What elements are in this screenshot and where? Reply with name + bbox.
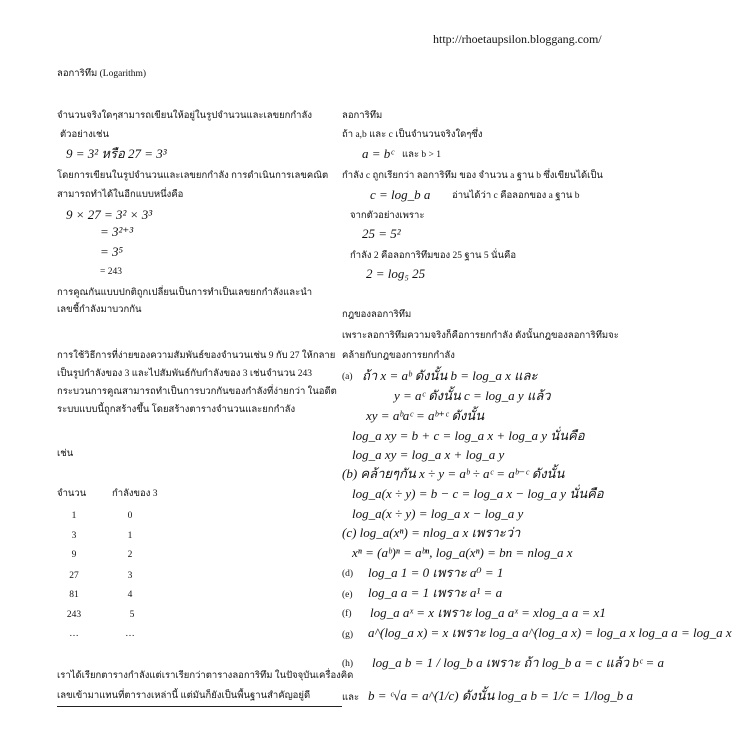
rules-heading: กฎของลอการิทึม bbox=[342, 310, 412, 320]
closing-line-2: เลขเข้ามาแทนที่ตารางเหล่านี้ แต่มันก็ยังเป็นพื้นฐานสำคัญอยู่ดี bbox=[57, 691, 311, 701]
definition-line-2: กำลัง c ถูกเรียกว่า ลอการิทึม ของ จำนวน a ฐาน b ซึ่งเขียนได้เป็น bbox=[342, 171, 603, 181]
multiplication-equation: 9 × 27 = 3² × 3³ bbox=[66, 207, 153, 222]
example-log-equation: 2 = log₅ 25 bbox=[366, 266, 426, 281]
paragraph-4-line-4: ระบบแบบนี้ถูกสร้างขึ้น โดยสร้างตารางจำนวนและยกกำลัง bbox=[57, 405, 296, 415]
intro-line-1: จำนวนจริงใดๆสามารถเขียนให้อยู่ในรูปจำนวนและเลขยกกำลัง bbox=[57, 111, 312, 121]
table-row-number: 9 bbox=[71, 550, 77, 560]
rule-e: log_a a = 1 เพราะ a¹ = a bbox=[368, 585, 503, 600]
bottom-rule bbox=[57, 706, 342, 707]
rule-a-line-3: xy = aᵇaᶜ = aᵇ⁺ᶜ ดังนั้น bbox=[366, 408, 485, 423]
table-row-power: 3 bbox=[127, 571, 133, 581]
paragraph-4-line-2: เป็นรูปกำลังของ 3 และไปสัมพันธ์กับกำลังของ 3 เช่นจำนวน 243 bbox=[57, 369, 312, 379]
table-row-number: 81 bbox=[69, 590, 79, 600]
intro-line-2: ตัวอย่างเช่น bbox=[60, 130, 109, 140]
table-row-power: 1 bbox=[127, 531, 133, 541]
table-row-number: 27 bbox=[69, 571, 79, 581]
rule-b-line-2: log_a(x ÷ y) = b − c = log_a x − log_a y นั่นคือ bbox=[352, 486, 604, 501]
rule-b-result: log_a(x ÷ y) = log_a x − log_a y bbox=[352, 506, 524, 521]
definition-heading: ลอการิทึม bbox=[342, 111, 383, 121]
rule-g: a^(log_a x) = x เพราะ log_a a^(log_a x) = log_a x log_a a = log_a x bbox=[368, 625, 732, 640]
rule-b-line-1: (b) คล้ายๆกัน x ÷ y = aᵇ ÷ aᶜ = aᵇ⁻ᶜ ดังนั้น bbox=[342, 466, 565, 481]
paragraph-3-line-1: การคูณกันแบบปกติถูกเปลี่ยนเป็นการทำเป็นเลขยกกำลังและนำ bbox=[57, 288, 313, 298]
table-row-number: 1 bbox=[71, 511, 77, 521]
rule-a-result: log_a xy = log_a x + log_a y bbox=[352, 447, 505, 462]
rule-h-label: (h) bbox=[342, 659, 354, 669]
table-row-number: … bbox=[69, 629, 79, 639]
result-step: = 243 bbox=[100, 267, 122, 277]
and-label: และ bbox=[342, 693, 360, 703]
rule-a-line-2: y = aᶜ ดังนั้น c = log_a y แล้ว bbox=[394, 388, 551, 403]
rule-c-line-1: (c) log_a(xⁿ) = nlog_a x เพราะว่า bbox=[342, 525, 521, 540]
table-row-power: 5 bbox=[129, 610, 135, 620]
example-equation: 9 = 3² หรือ 27 = 3³ bbox=[66, 146, 167, 161]
paragraph-2-line-2: สามารถทำได้ในอีกแบบหนึ่งคือ bbox=[57, 190, 184, 200]
definition-line-1: ถ้า a,b และ c เป็นจำนวนจริงใดๆซึ่ง bbox=[342, 130, 483, 140]
source-url[interactable]: http://rhoetaupsilon.bloggang.com/ bbox=[433, 32, 602, 46]
definition-condition: และ b > 1 bbox=[402, 150, 442, 160]
table-row-number: 3 bbox=[71, 531, 77, 541]
power-step: = 3⁵ bbox=[100, 244, 124, 259]
paragraph-4-line-1: การใช้วิธีการที่ง่ายของความสัมพันธ์ของจำนวนเช่น 9 กับ 27 ให้กลาย bbox=[57, 351, 336, 361]
rules-intro-line-2: คล้ายกับกฎของการยกกำลัง bbox=[342, 351, 455, 361]
example-power-equation: 25 = 5² bbox=[362, 226, 401, 241]
example-label: เช่น bbox=[57, 449, 74, 459]
table-row-power: 4 bbox=[127, 590, 133, 600]
table-row-power: 0 bbox=[127, 511, 133, 521]
example-intro: จากตัวอย่างเพราะ bbox=[350, 211, 425, 221]
table-row-power: 2 bbox=[127, 550, 133, 560]
rule-g-label: (g) bbox=[342, 630, 354, 640]
definition-equation: a = bᶜ bbox=[362, 146, 394, 161]
table-row-number: 243 bbox=[66, 610, 82, 620]
rule-a-label: (a) bbox=[342, 372, 353, 382]
table-header-power: กำลังของ 3 bbox=[112, 489, 158, 499]
paragraph-3-line-2: เลขชี้กำลังมาบวกกัน bbox=[57, 305, 142, 315]
example-text: กำลัง 2 คือลอการิทึมของ 25 ฐาน 5 นั่นคือ bbox=[350, 251, 517, 261]
rule-h: log_a b = 1 / log_b a เพราะ ถ้า log_b a = c แล้ว bᶜ = a bbox=[372, 655, 665, 670]
closing-line-1: เราได้เรียกตารางกำลังแต่เราเรียกว่าตารางลอการิทึม ในปัจจุบันเครื่องคิด bbox=[57, 671, 354, 681]
log-definition-equation: c = log_b a bbox=[370, 187, 431, 202]
paragraph-2-line-1: โดยการเขียนในรูปจำนวนและเลขยกกำลัง การดำเนินการเลขคณิต bbox=[57, 171, 329, 181]
rule-f: log_a aˣ = x เพราะ log_a aˣ = xlog_a a = x1 bbox=[370, 605, 606, 620]
paragraph-4-line-3: กระบวนการคูณสามารถทำเป็นการบวกกันของกำลังที่ง่ายกว่า ในอดีต bbox=[57, 387, 337, 397]
rule-h-final: b = ᶜ√a = a^(1/c) ดังนั้น log_a b = 1/c = 1/log_b a bbox=[368, 688, 633, 703]
rule-a-line-1: ถ้า x = aᵇ ดังนั้น b = log_a x และ bbox=[362, 368, 538, 383]
rule-e-label: (e) bbox=[342, 590, 353, 600]
rule-d-label: (d) bbox=[342, 569, 354, 579]
table-row-power: … bbox=[125, 629, 135, 639]
rules-intro-line-1: เพราะลอการิทึมความจริงก็คือการยกกำลัง ดังนั้นกฎของลอการิทึมจะ bbox=[342, 331, 619, 341]
rule-c-line-2: xⁿ = (aᵇ)ⁿ = aᵇⁿ, log_a(xⁿ) = bn = nlog_a x bbox=[352, 545, 573, 560]
rule-d: log_a 1 = 0 เพราะ a⁰ = 1 bbox=[368, 565, 504, 580]
log-reading: อ่านได้ว่า c คือลอกของ a ฐาน b bbox=[452, 191, 580, 201]
table-header-number: จำนวน bbox=[57, 489, 87, 499]
page-title: ลอการิทึม (Logarithm) bbox=[57, 69, 147, 79]
sum-exponent-step: = 3²⁺³ bbox=[100, 224, 134, 239]
rule-a-line-4: log_a xy = b + c = log_a x + log_a y นั่นคือ bbox=[352, 428, 585, 443]
rule-f-label: (f) bbox=[342, 609, 352, 619]
